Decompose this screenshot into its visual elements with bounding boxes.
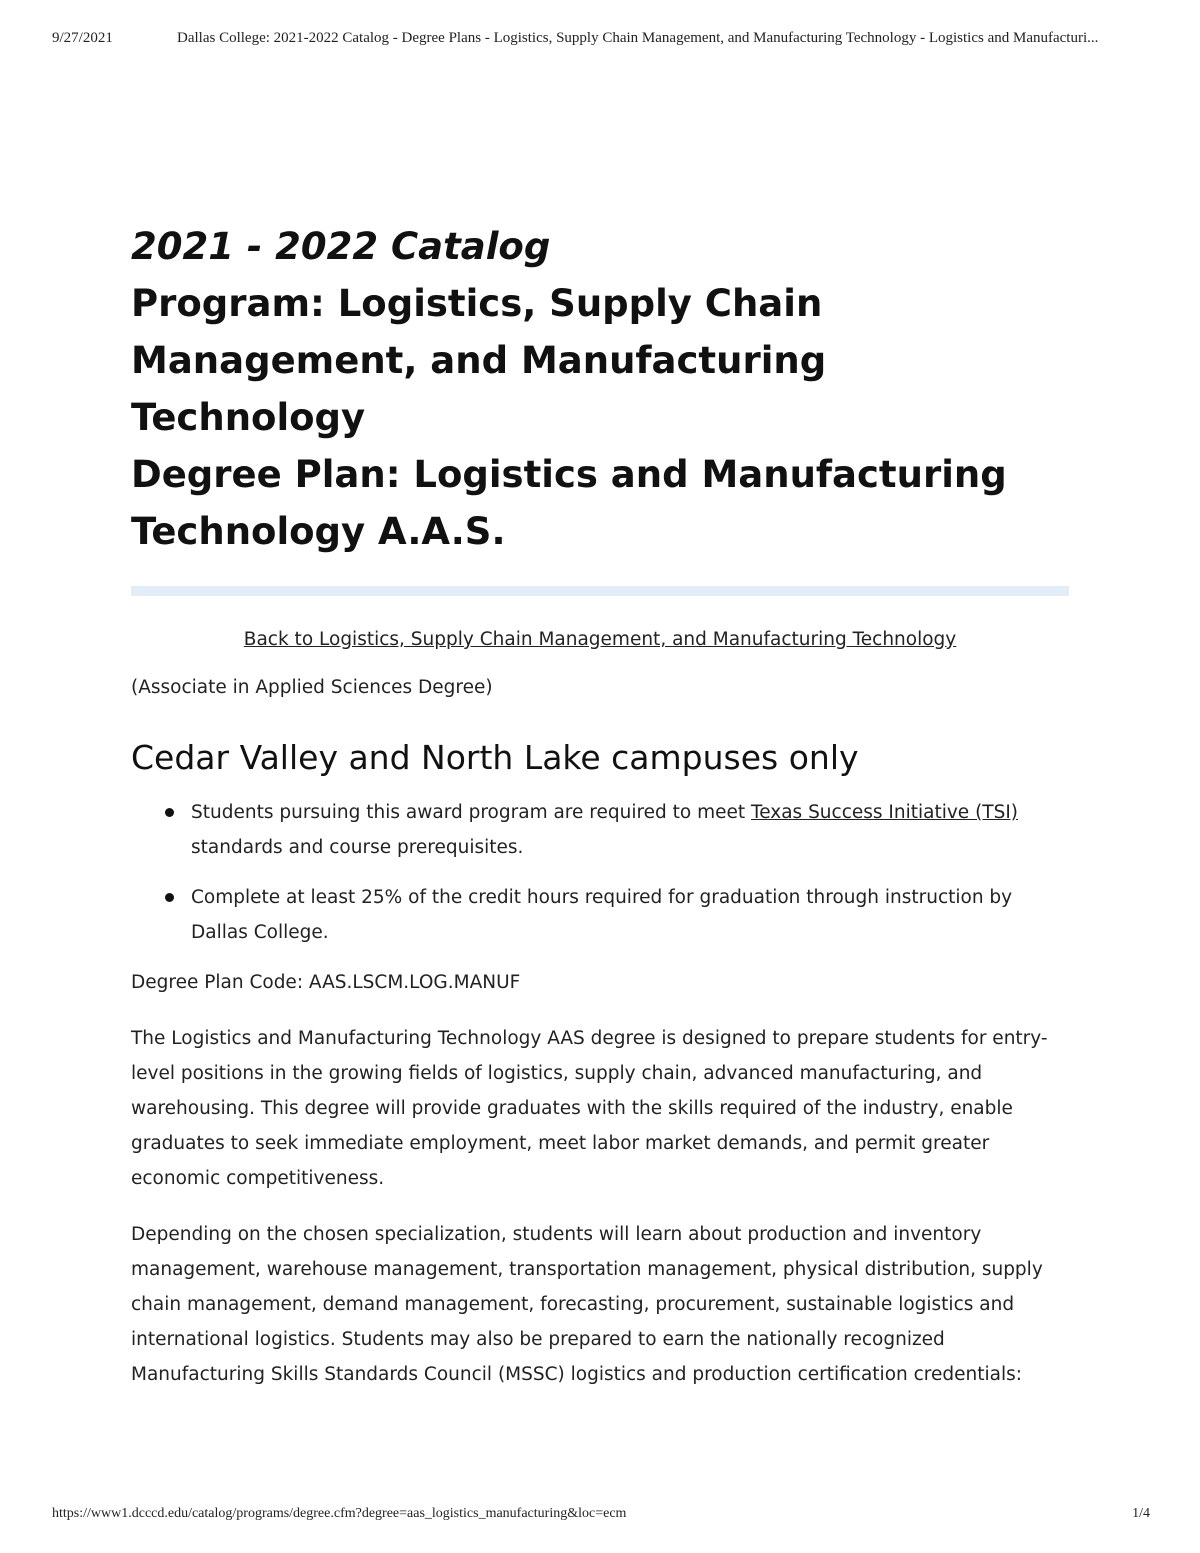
bullet-icon [165, 893, 174, 902]
main-content [131, 218, 1069, 1392]
back-to-program-link[interactable]: Back to Logistics, Supply Chain Management, and Manufacturing Technology [243, 629, 957, 650]
degree-plan-title-line-2: Technology A.A.S. [131, 510, 506, 553]
print-page-title: Dallas College: 2021-2022 Catalog - Degree Plans - Logistics, Supply Chain Management, and Manufacturing Technology - Logistics and Manufacturi... [177, 30, 1099, 46]
tsi-link[interactable]: Texas Success Initiative (TSI) [751, 802, 1019, 823]
bullet-icon [165, 808, 174, 817]
degree-type: (Associate in Applied Sciences Degree) [131, 677, 493, 698]
program-title-line-2: Management, and Manufacturing [131, 339, 827, 382]
description-paragraph: The Logistics and Manufacturing Technology AAS degree is designed to prepare students for entry-level positions in the growing fields of logistics, supply chain, advanced manufacturing, and warehousing. This degree will provide graduates with the skills required of the industry, enable graduates to seek immediate employment, meet labor market demands, and permit greater economic competitiveness. [131, 1028, 1048, 1189]
degree-plan-title-line-1: Degree Plan: Logistics and Manufacturing [131, 453, 1007, 496]
requirement-text: Complete at least 25% of the credit hours required for graduation through instruction by Dallas College. [191, 887, 1013, 943]
program-title-line-1: Program: Logistics, Supply Chain [131, 282, 823, 325]
specialization-paragraph: Depending on the chosen specialization, students will learn about production and inventory management, warehouse management, transportation management, physical distribution, supply chain management, demand management, forecasting, procurement, sustainable logistics and international logistics. Students may also be prepared to earn the nationally recognized Manufacturing Skills Standards Council (MSSC) logistics and production certification credentials: [131, 1224, 1043, 1385]
requirement-text: standards and course prerequisites. [191, 837, 524, 858]
print-date: 9/27/2021 [52, 30, 113, 46]
header-divider [131, 586, 1069, 596]
requirement-text: Students pursuing this award program are required to meet [191, 802, 752, 823]
catalog-year: 2021 - 2022 Catalog [131, 225, 551, 268]
degree-plan-code: Degree Plan Code: AAS.LSCM.LOG.MANUF [131, 972, 521, 993]
page-title [131, 218, 1069, 560]
list-item [191, 795, 1069, 865]
list-item [191, 880, 1069, 950]
campus-heading: Cedar Valley and North Lake campuses only [131, 738, 859, 777]
page-number: 1/4 [1132, 1506, 1150, 1521]
print-url: https://www1.dcccd.edu/catalog/programs/degree.cfm?degree=aas_logistics_manufacturing&loc=ecm [52, 1506, 627, 1521]
requirements-list [131, 795, 1069, 950]
program-title-line-3: Technology [131, 396, 366, 439]
